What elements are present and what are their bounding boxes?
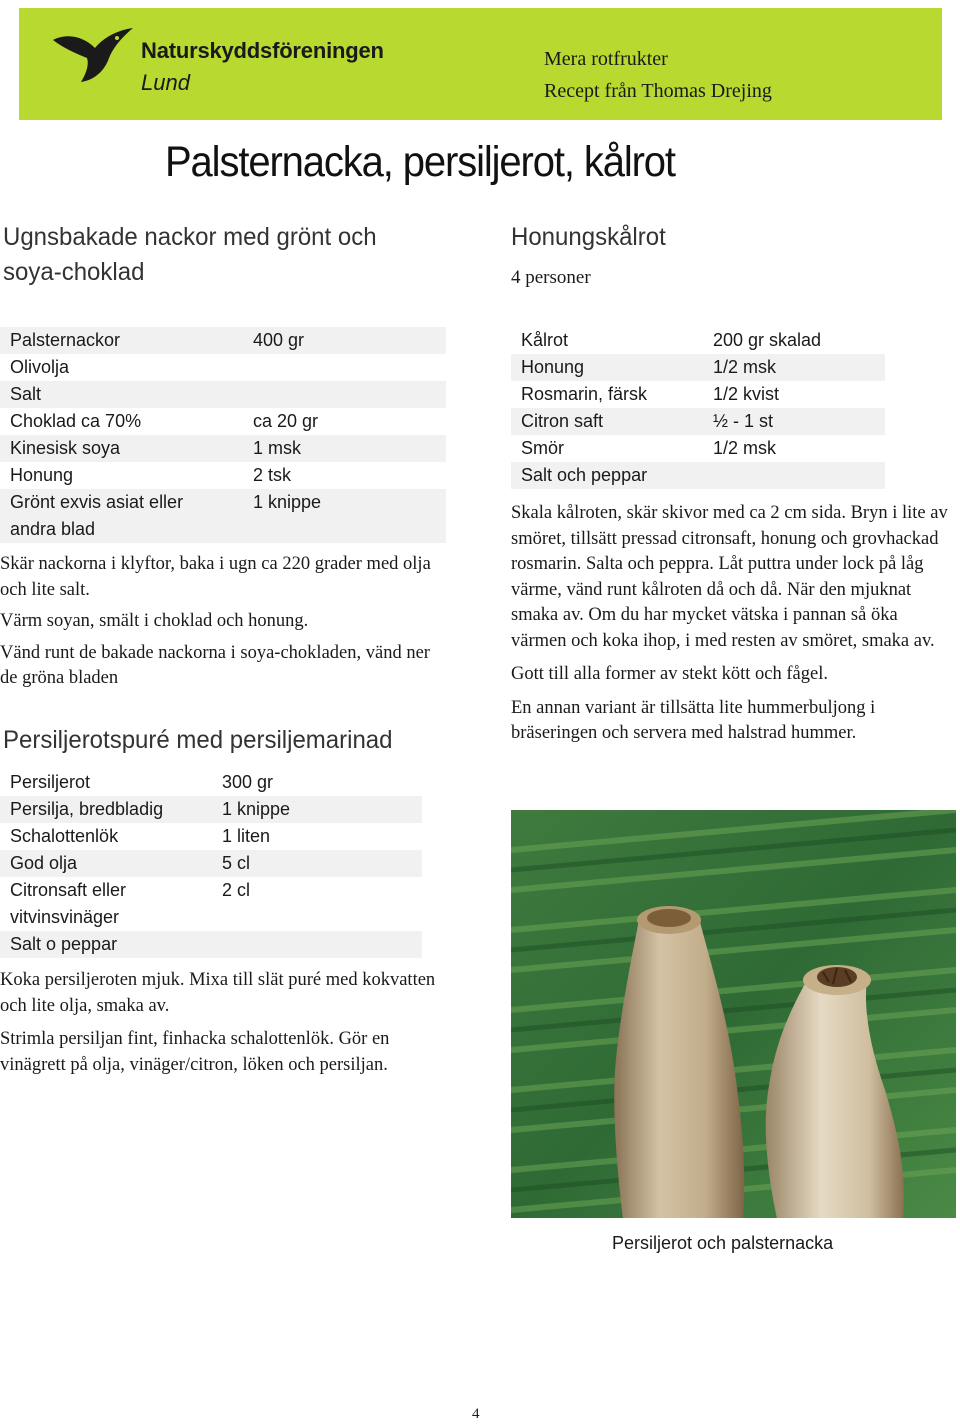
ingredient-name-line2: andra blad: [10, 519, 96, 539]
ingredient-name: Honung: [10, 465, 74, 485]
recipe3-title: Honungskålrot: [511, 223, 666, 251]
recipe1-steps: [0, 552, 445, 692]
recipe1-title-line1: Ugnsbakade nackor med grönt och: [3, 223, 377, 251]
ingredient-row: [0, 435, 446, 462]
ingredient-name: Persilja, bredbladig: [10, 799, 164, 819]
org-city: Lund: [141, 70, 190, 95]
ingredient-row: [511, 327, 885, 354]
ingredient-row: [0, 354, 446, 381]
ingredient-qty: 2 tsk: [253, 465, 292, 485]
recipe2-title: Persiljerotspuré med persiljemarinad: [3, 726, 393, 754]
ingredient-name: Olivolja: [10, 357, 70, 377]
recipe3-ingredients: [511, 327, 885, 489]
ingredient-row: [0, 823, 422, 850]
ingredient-qty: 1/2 msk: [713, 357, 777, 377]
ingredient-name-line2: vitvinsvinäger: [10, 907, 120, 927]
ingredient-name: Salt: [10, 384, 42, 404]
ingredient-name: Kinesisk soya: [10, 438, 121, 458]
ingredient-qty: 2 cl: [222, 880, 251, 900]
ingredient-row: [0, 850, 422, 877]
ingredient-name: Schalottenlök: [10, 826, 119, 846]
recipe1-title-line2: soya-choklad: [3, 258, 145, 286]
ingredient-qty: 5 cl: [222, 853, 251, 873]
recipe1-title: [3, 220, 377, 290]
ingredient-name-line1: Grönt exvis asiat eller: [10, 492, 184, 512]
recipe1-step-1: Skär nackorna i klyftor, baka i ugn ca 220 grader med olja och lite salt.: [0, 554, 431, 600]
ingredient-qty: [703, 462, 713, 489]
ingredient-row: [511, 462, 885, 489]
recipe2-ingredients: [0, 769, 422, 958]
ingredient-name-line1: Citronsaft eller: [10, 880, 127, 900]
ingredient-row: [0, 489, 446, 543]
roots-photo: [511, 810, 956, 1218]
ingredient-name: Smör: [521, 438, 565, 458]
ingredient-qty: 1/2 msk: [713, 438, 777, 458]
ingredient-row: [0, 408, 446, 435]
ingredient-row: [0, 327, 446, 354]
ingredient-qty: 1 liten: [222, 826, 271, 846]
ingredient-row: [511, 381, 885, 408]
ingredient-qty: 1 msk: [253, 438, 302, 458]
ingredient-qty: ½ - 1 st: [713, 411, 774, 431]
header-subtitle-1: Mera rotfrukter: [544, 48, 668, 70]
ingredient-qty: 1/2 kvist: [713, 384, 780, 404]
ingredient-row: [0, 769, 422, 796]
recipe3-step-1: Skala kålroten, skär skivor med ca 2 cm sida. Bryn i lite av smöret, tillsätt pressad citronsaft, honung och grovhackad rosmarin. Salta och peppra. Låt puttra under lock på låg värme, vänd runt kålroten då och då. När den mjuknat smaka av. Om du har mycket vätska i pannan så öka värmen och koka ihop, i med resten av smöret, smaka av.: [511, 503, 948, 651]
recipe1-step-2: Värm soyan, smält i choklad och honung.: [0, 611, 309, 631]
ingredient-name: Salt och peppar: [521, 465, 648, 485]
swallow-bird-icon: [51, 26, 135, 84]
recipe3-step-3: En annan variant är tillsätta lite hummerbuljong i bräseringen och servera med halstrad hummer.: [511, 697, 876, 743]
recipe3-servings: 4 personer: [511, 267, 591, 288]
ingredient-name: Rosmarin, färsk: [521, 384, 648, 404]
ingredient-name: Persiljerot: [10, 772, 91, 792]
ingredient-name: Honung: [521, 357, 585, 377]
photo-caption: Persiljerot och palsternacka: [612, 1233, 834, 1253]
ingredient-row: [0, 462, 446, 489]
ingredient-name: Palsternackor: [10, 330, 121, 350]
ingredient-row: [511, 435, 885, 462]
ingredient-name: Salt o peppar: [10, 934, 118, 954]
ingredient-qty: 300 gr: [222, 772, 274, 792]
recipe1-step-3: Vänd runt de bakade nackorna i soya-chokladen, vänd ner de gröna bladen: [0, 642, 430, 688]
recipe2-step-2: Strimla persiljan fint, finhacka schalottenlök. Gör en vinägrett på olja, vinäger/citron, löken och persiljan.: [0, 1029, 390, 1075]
ingredient-name: Choklad ca 70%: [10, 411, 142, 431]
ingredient-row: [511, 354, 885, 381]
ingredient-qty: 1 knippe: [253, 492, 322, 512]
recipe1-ingredients: [0, 327, 446, 543]
ingredient-qty: [243, 354, 253, 381]
ingredient-name: [0, 489, 243, 543]
header-subtitle-2: Recept från Thomas Drejing: [544, 80, 772, 102]
ingredient-qty: [212, 931, 222, 958]
recipe2-steps: [0, 968, 445, 1078]
ingredient-name: [0, 877, 212, 931]
ingredient-qty: [243, 381, 253, 408]
recipe3-steps: [511, 501, 956, 747]
ingredient-qty: 1 knippe: [222, 799, 291, 819]
ingredient-row: [0, 877, 422, 931]
page-number: 4: [472, 1406, 480, 1422]
header-banner: [19, 8, 942, 120]
recipe2-step-1: Koka persiljeroten mjuk. Mixa till slät puré med kokvatten och lite olja, smaka av.: [0, 970, 436, 1016]
ingredient-row: [0, 931, 422, 958]
ingredient-name: Kålrot: [521, 330, 569, 350]
ingredient-name: God olja: [10, 853, 78, 873]
org-name: Naturskyddsföreningen: [141, 38, 384, 63]
page-title: Palsternacka, persiljerot, kålrot: [165, 138, 675, 186]
ingredient-qty: ca 20 gr: [253, 411, 319, 431]
ingredient-qty: 200 gr skalad: [713, 330, 822, 350]
ingredient-row: [0, 381, 446, 408]
ingredient-qty: 400 gr: [253, 330, 305, 350]
ingredient-row: [0, 796, 422, 823]
ingredient-name: Citron saft: [521, 411, 604, 431]
ingredient-row: [511, 408, 885, 435]
recipe3-step-2: Gott till alla former av stekt kött och fågel.: [511, 664, 828, 684]
parsnip-illustration: [511, 810, 956, 1218]
